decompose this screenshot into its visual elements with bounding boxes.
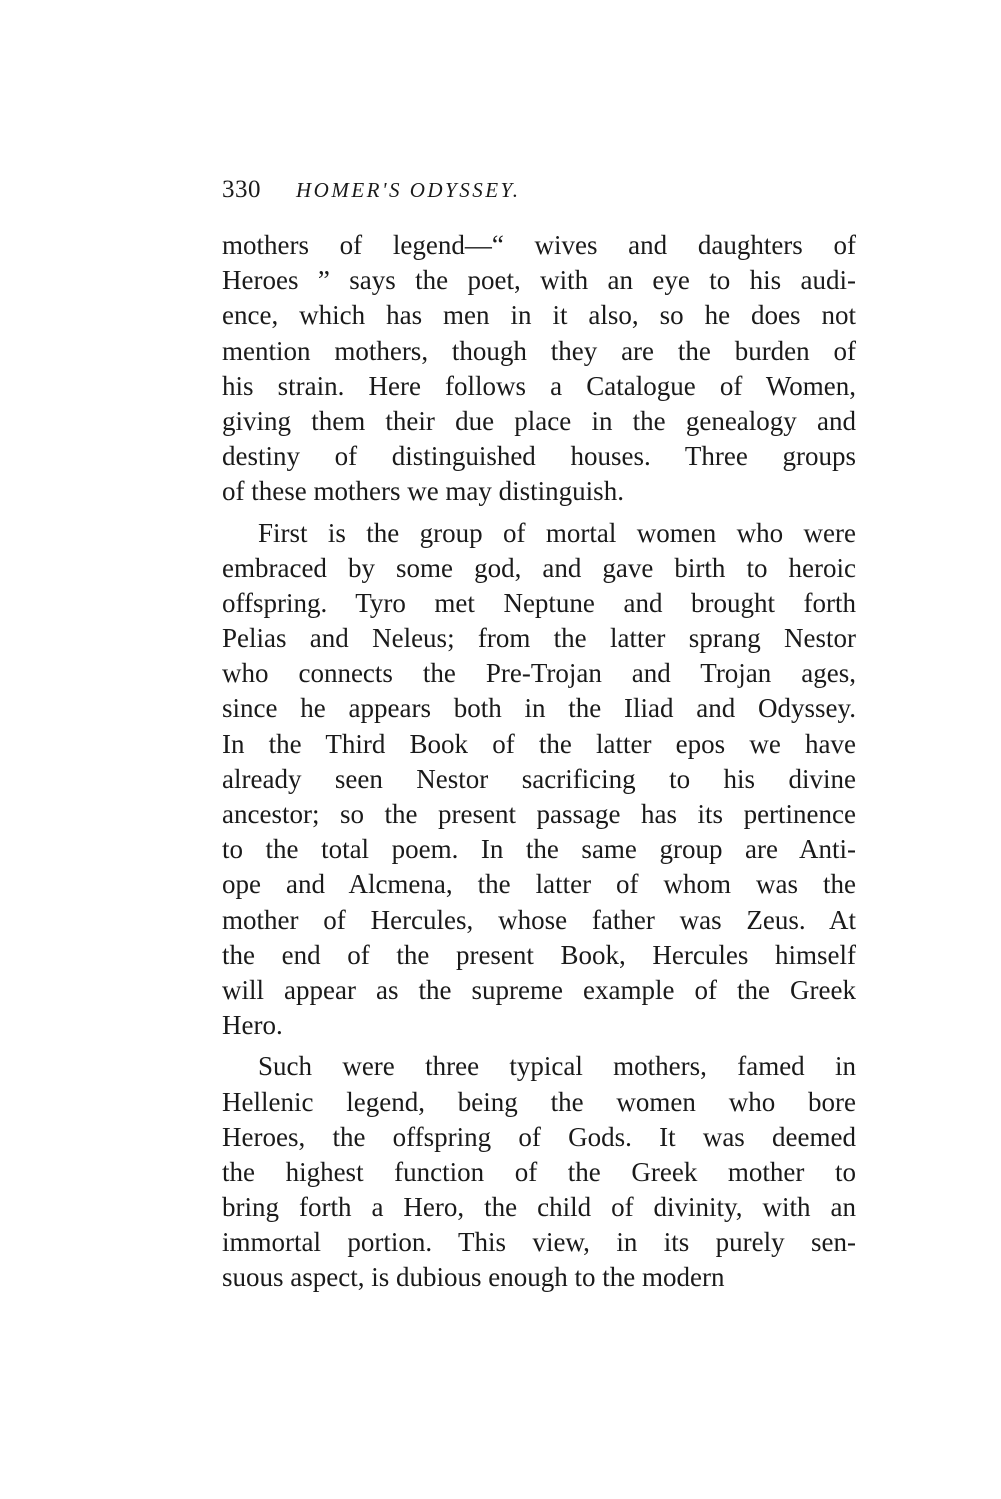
text-line: already seen Nestor sacrificing to his divine: [222, 763, 856, 794]
text-line: ancestor; so the present passage has its pertinence: [222, 799, 856, 829]
text-line: immortal portion. This view, in its purely sen-: [222, 1227, 856, 1258]
text-line: embraced by some god, and gave birth to heroic: [222, 552, 856, 583]
text-line: ence, which has men in it also, so he does not: [222, 300, 856, 331]
text-line: who connects the Pre-Trojan and Trojan ages,: [222, 658, 856, 689]
text-line: Hellenic legend, being the women who bore: [222, 1086, 856, 1117]
text-line: will appear as the supreme example of the Greek: [222, 974, 856, 1005]
text-line: Pelias and Neleus; from the latter sprang Nestor: [222, 623, 856, 654]
text-line: Such were three typical mothers, famed in: [258, 1051, 856, 1082]
paragraph: [222, 228, 856, 510]
text-line: First is the group of mortal women who were: [258, 517, 856, 548]
text-line: Heroes ” says the poet, with an eye to his audi-: [222, 265, 856, 296]
text-line: Hero.: [222, 1010, 283, 1041]
text-line: giving them their due place in the genealogy and: [222, 405, 856, 436]
text-line: Heroes, the offspring of Gods. It was deemed: [222, 1121, 856, 1152]
text-line: the highest function of the Greek mother to: [222, 1156, 856, 1187]
text-line: since he appears both in the Iliad and Odyssey.: [222, 693, 856, 724]
text-line: ope and Alcmena, the latter of whom was the: [222, 869, 856, 900]
paragraph: [222, 516, 856, 1044]
text-line: destiny of distinguished houses. Three groups: [222, 441, 856, 472]
body-text: [222, 228, 856, 1302]
page-number: 330: [222, 176, 261, 203]
text-line: to the total poem. In the same group are Anti-: [222, 834, 856, 865]
text-line: mother of Hercules, whose father was Zeus. At: [222, 904, 856, 935]
text-line: the end of the present Book, Hercules himself: [222, 939, 856, 970]
text-line: mention mothers, though they are the burden of: [222, 335, 856, 366]
text-line: suous aspect, is dubious enough to the modern: [222, 1262, 725, 1293]
text-line: mothers of legend—“ wives and daughters of: [222, 230, 856, 260]
text-line: In the Third Book of the latter epos we have: [222, 728, 856, 759]
running-title: HOMER'S ODYSSEY.: [296, 178, 521, 202]
text-line: his strain. Here follows a Catalogue of Women,: [222, 370, 856, 401]
text-line: bring forth a Hero, the child of divinity, with an: [222, 1192, 856, 1223]
text-line: offspring. Tyro met Neptune and brought forth: [222, 587, 856, 618]
running-head: [222, 176, 862, 210]
text-line: of these mothers we may distinguish.: [222, 476, 624, 507]
paragraph: [222, 1049, 856, 1295]
